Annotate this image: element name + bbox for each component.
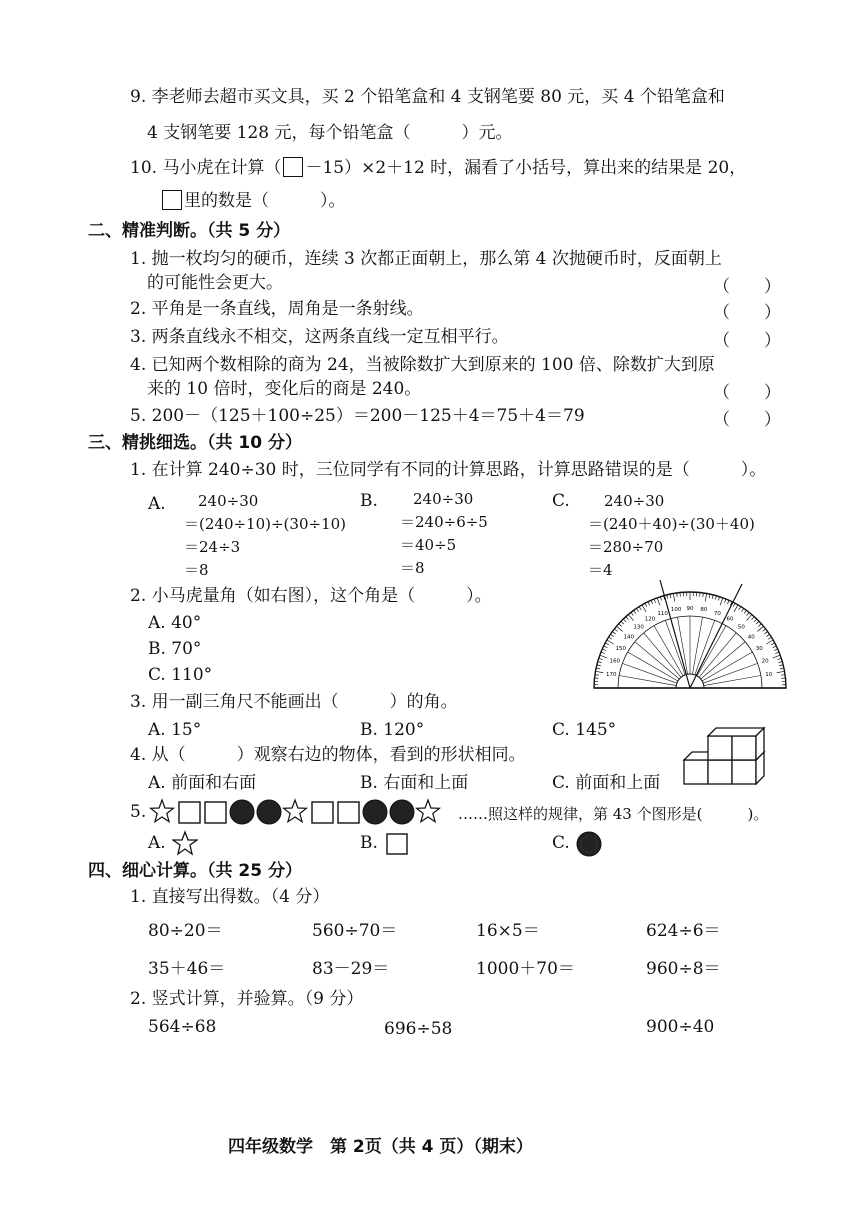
- protractor-label: 30: [755, 646, 763, 652]
- protractor-label: 50: [737, 624, 745, 631]
- calc-1-4: 624÷6＝: [646, 921, 721, 941]
- q10-line2-text: 里的数是（ ）。: [184, 191, 346, 211]
- s3-q5-c: C.: [552, 833, 570, 853]
- s3-q1-b-line1: 240÷30: [413, 490, 474, 508]
- judge-paren-3[interactable]: （ ）: [713, 331, 781, 351]
- filled-circle-icon: [363, 800, 387, 824]
- protractor-label: 140: [623, 634, 634, 641]
- section3-title: 三、精挑细选。（共 10 分）: [88, 433, 302, 453]
- s4-sub1: 1. 直接写出得数。（4 分）: [130, 887, 330, 907]
- s3-q3-stem: 3. 用一副三角尺不能画出（ ）的角。: [130, 692, 458, 712]
- s3-q2-c: C. 110°: [148, 665, 213, 685]
- protractor-label: 130: [633, 624, 644, 631]
- s3-q1-c-line3: ＝280÷70: [588, 538, 664, 556]
- s3-q1-c-label: C.: [552, 491, 570, 511]
- calc-2-2: 83－29＝: [312, 959, 390, 979]
- star-icon: [172, 830, 198, 856]
- q10-part1: 10. 马小虎在计算（: [130, 158, 282, 178]
- s3-q3-b: B. 120°: [360, 720, 425, 740]
- judge-paren-1[interactable]: （ ）: [713, 277, 781, 297]
- s3-q4-a: A. 前面和右面: [148, 773, 257, 793]
- s2-item3: 3. 两条直线永不相交，这两条直线一定互相平行。: [130, 327, 509, 347]
- square-icon: [384, 831, 410, 857]
- s3-q3-a: A. 15°: [148, 720, 202, 740]
- s3-q5-a: A.: [148, 833, 166, 853]
- s2-item4-line2: 来的 10 倍时，变化后的商是 240。: [147, 379, 422, 399]
- s3-q1-c-line1: 240÷30: [604, 492, 665, 510]
- s3-q5-b: B.: [360, 833, 378, 853]
- s3-q2-b: B. 70°: [148, 639, 202, 659]
- protractor-label: 10: [765, 672, 773, 679]
- q10-line1: [130, 157, 746, 179]
- s3-q2-stem: 2. 小马虎量角（如右图），这个角是（ ）。: [130, 586, 492, 606]
- protractor-label: 90: [686, 606, 694, 612]
- s3-q1-a-line3: ＝24÷3: [184, 538, 241, 556]
- page-footer: 四年级数学 第 2页（共 4 页）（期末）: [228, 1137, 533, 1157]
- protractor-label: 170: [605, 672, 617, 679]
- blank-box: [283, 157, 303, 177]
- filled-circle-icon: [390, 800, 414, 824]
- s3-q1-stem: 1. 在计算 240÷30 时，三位同学有不同的计算思路，计算思路错误的是（ ）。: [130, 460, 767, 480]
- calc-1-2: 560÷70＝: [312, 921, 398, 941]
- vertical-calc-1: 564÷68: [148, 1017, 217, 1037]
- filled-circle-icon: [257, 800, 281, 824]
- s3-q1-c-line4: ＝4: [588, 561, 613, 579]
- vertical-calc-2: 696÷58: [384, 1019, 453, 1039]
- protractor-label: 60: [726, 616, 734, 623]
- calc-2-4: 960÷8＝: [646, 959, 721, 979]
- s3-q1-b-line3: ＝40÷5: [400, 536, 457, 554]
- s4-sub2: 2. 竖式计算，并验算。（9 分）: [130, 989, 364, 1009]
- square-icon: [312, 802, 333, 823]
- section4-title: 四、细心计算。（共 25 分）: [88, 861, 302, 881]
- s2-item2: 2. 平角是一条直线，周角是一条射线。: [130, 299, 424, 319]
- s3-q1-a-label: A.: [148, 494, 166, 514]
- star-icon: [284, 800, 307, 822]
- s3-q1-a-line2: ＝(240÷10)÷(30÷10): [184, 515, 347, 533]
- q9-line1: 9. 李老师去超市买文具，买 2 个铅笔盒和 4 支钢笔要 80 元，买 4 个铅笔盒和: [130, 87, 725, 107]
- protractor-label: 40: [747, 634, 755, 641]
- protractor-label: 70: [713, 610, 721, 617]
- blank-box: [162, 190, 182, 210]
- s3-q2-a: A. 40°: [148, 613, 202, 633]
- protractor-label: 150: [615, 646, 626, 652]
- calc-2-3: 1000＋70＝: [476, 959, 575, 979]
- q10-line2: [160, 190, 346, 212]
- s3-q4-b: B. 右面和上面: [360, 773, 469, 793]
- judge-paren-5[interactable]: （ ）: [713, 410, 781, 430]
- judge-paren-2[interactable]: （ ）: [713, 303, 781, 323]
- q10-part2: －15）×2＋12 时，漏看了小括号，算出来的结果是 20，: [305, 158, 747, 178]
- star-icon: [151, 800, 174, 822]
- protractor-label: 80: [700, 607, 708, 614]
- s3-q1-c-line2: ＝(240＋40)÷(30＋40): [588, 515, 755, 533]
- filled-circle-icon: [230, 800, 254, 824]
- filled-circle-icon: [575, 830, 603, 858]
- s3-q1-b-line4: ＝8: [400, 559, 425, 577]
- section2-title: 二、精准判断。（共 5 分）: [88, 221, 291, 241]
- s3-q1-a-line1: 240÷30: [198, 492, 259, 510]
- protractor-label: 110: [657, 610, 668, 617]
- square-icon: [205, 802, 226, 823]
- s3-q1-b-line2: ＝240÷6÷5: [400, 513, 488, 531]
- protractor-figure: [590, 578, 790, 694]
- q9-line2: 4 支钢笔要 128 元，每个铅笔盒（ ）元。: [147, 123, 513, 143]
- protractor-label: 100: [670, 607, 682, 614]
- protractor-label: 20: [761, 658, 769, 665]
- s3-q4-c: C. 前面和上面: [552, 773, 661, 793]
- calc-2-1: 35＋46＝: [148, 959, 226, 979]
- calc-1-1: 80÷20＝: [148, 921, 223, 941]
- s3-q1-b-label: B.: [360, 491, 378, 511]
- calc-1-3: 16×5＝: [476, 921, 540, 941]
- s3-q5-tail: ……照这样的规律，第 43 个图形是( )。: [458, 805, 769, 823]
- s2-item5: 5. 200－（125＋100÷25）＝200－125＋4＝75＋4＝79: [130, 406, 585, 426]
- protractor-label: 160: [609, 658, 621, 665]
- square-icon: [179, 802, 200, 823]
- star-icon: [417, 800, 440, 822]
- cube-stack-figure: [680, 722, 780, 792]
- square-icon: [338, 802, 359, 823]
- judge-paren-4[interactable]: （ ）: [713, 383, 781, 403]
- s2-item4-line1: 4. 已知两个数相除的商为 24，当被除数扩大到原来的 100 倍、除数扩大到原: [130, 355, 715, 375]
- s2-item1-line1: 1. 抛一枚均匀的硬币，连续 3 次都正面朝上，那么第 4 次抛硬币时，反面朝上: [130, 249, 722, 269]
- protractor-label: 120: [644, 616, 656, 623]
- s3-q4-stem: 4. 从（ ）观察右边的物体，看到的形状相同。: [130, 745, 526, 765]
- s3-q5-num: 5.: [130, 802, 147, 822]
- s3-q3-c: C. 145°: [552, 720, 617, 740]
- shape-sequence: [148, 798, 460, 826]
- vertical-calc-3: 900÷40: [646, 1017, 715, 1037]
- s3-q1-a-line4: ＝8: [184, 561, 209, 579]
- s2-item1-line2: 的可能性会更大。: [147, 273, 283, 293]
